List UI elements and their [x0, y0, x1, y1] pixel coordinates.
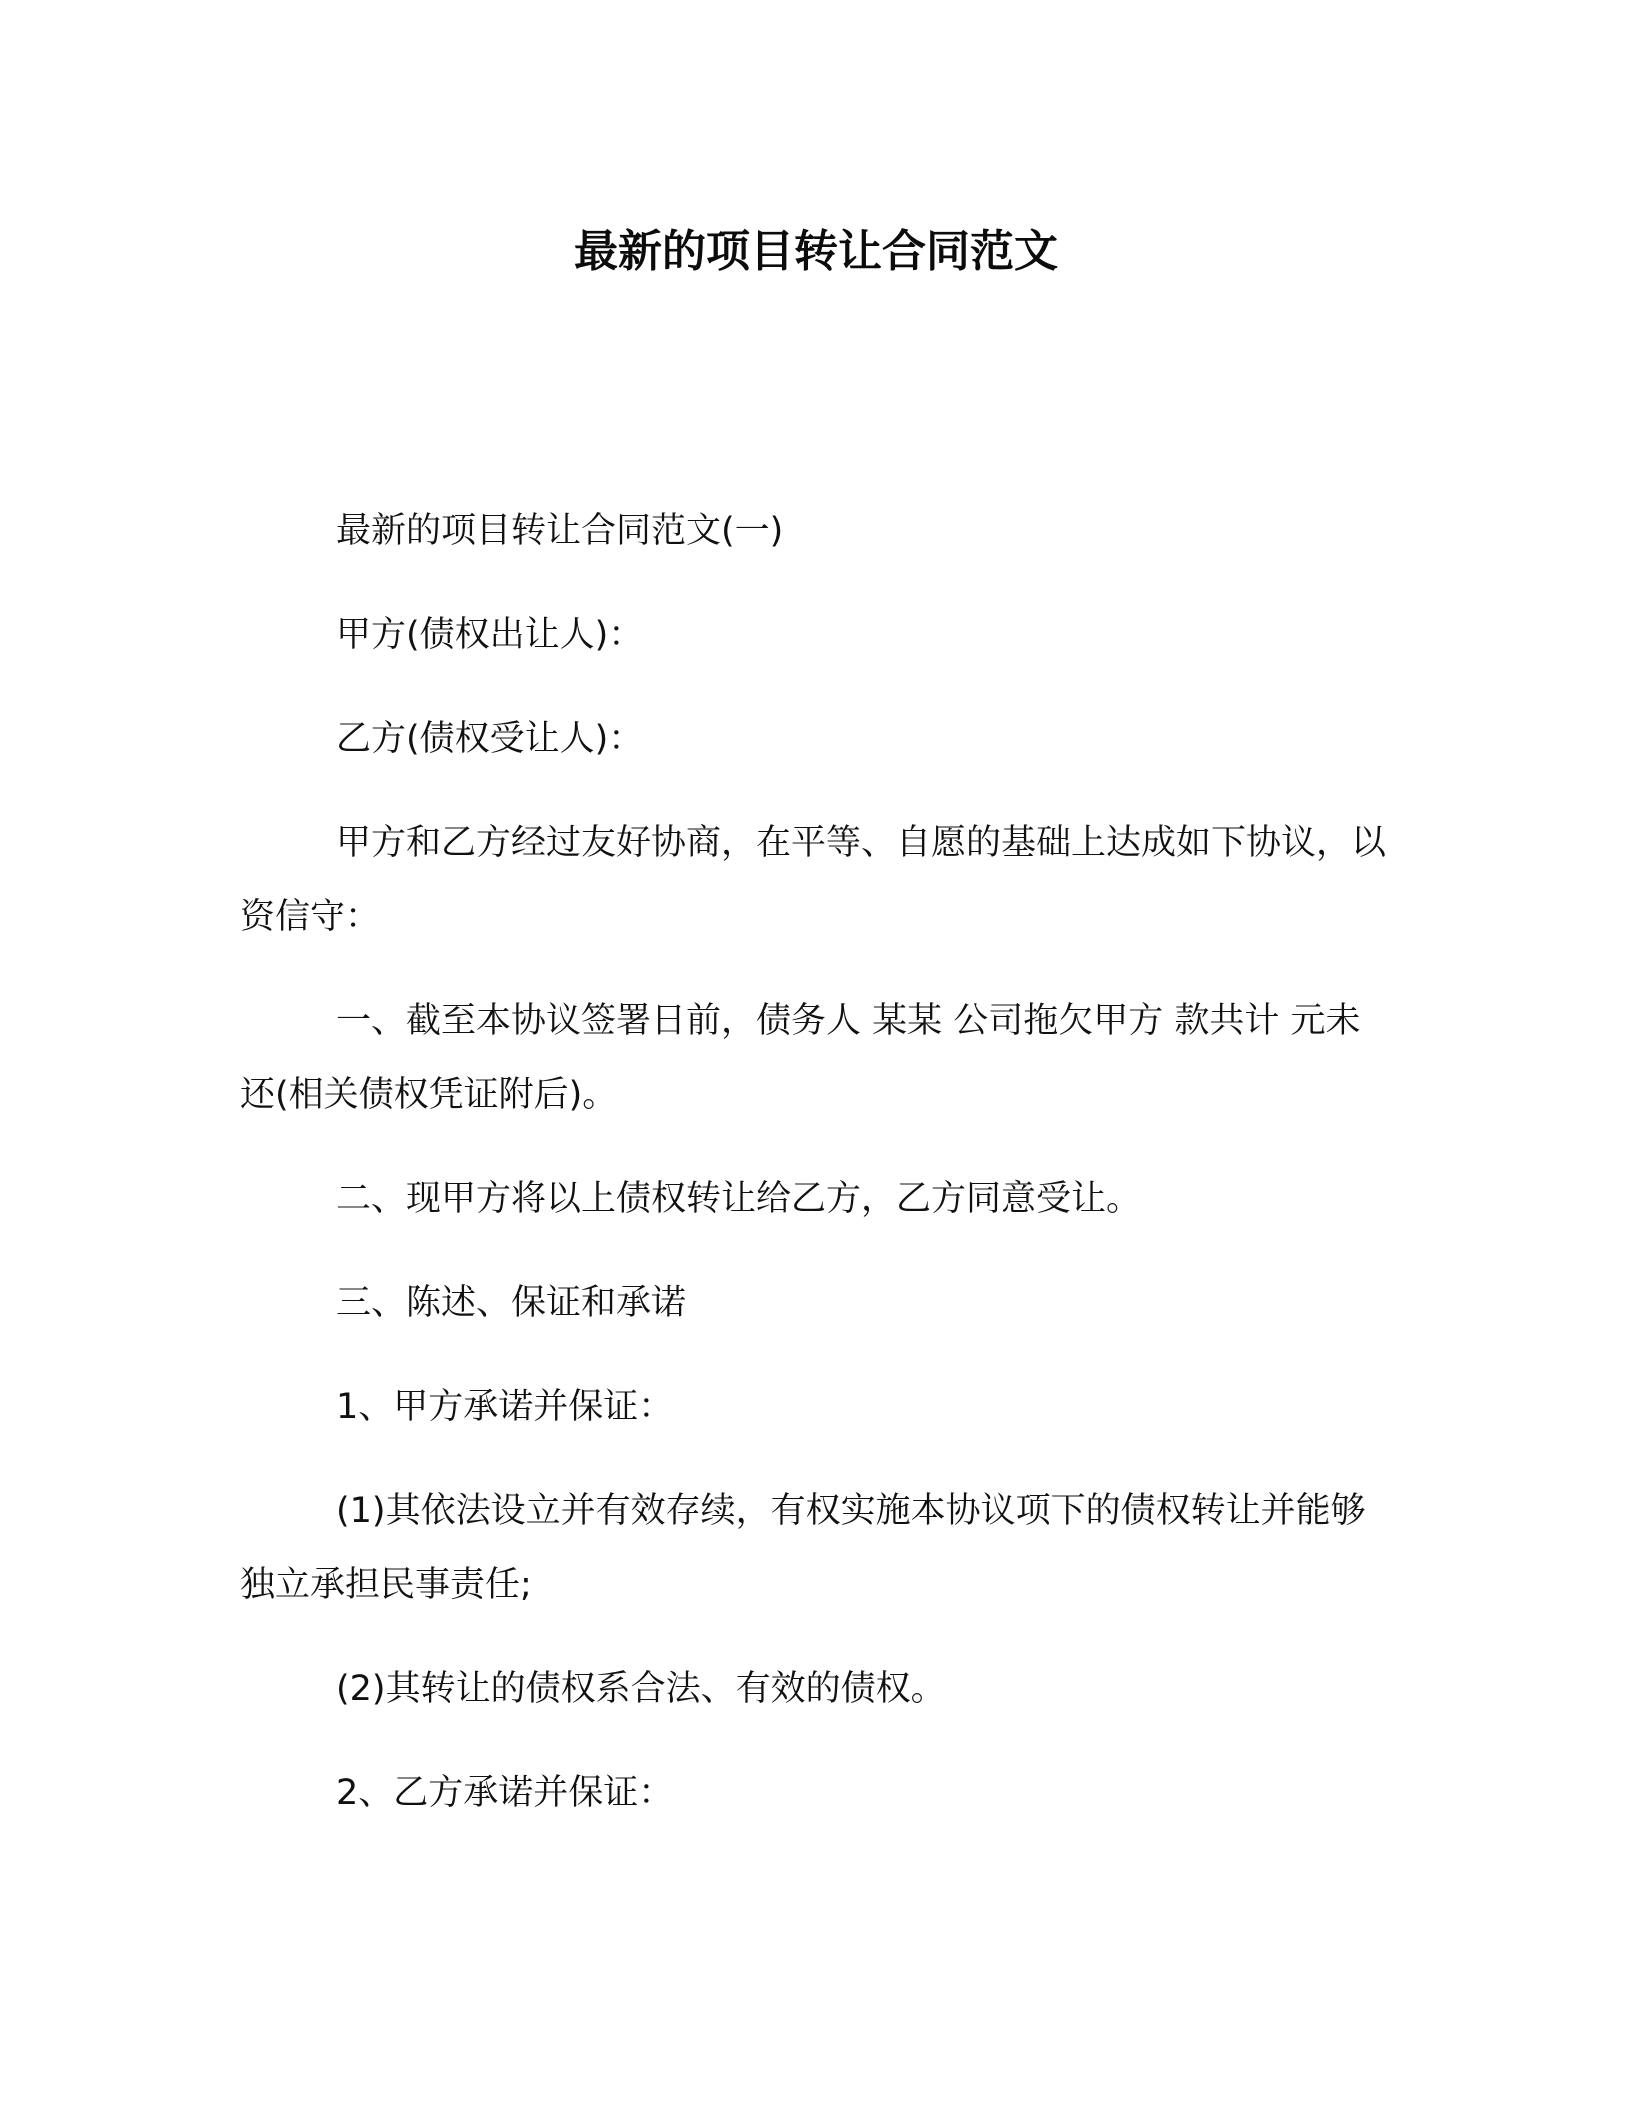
paragraph-party-a-item-1: (1)其依法设立并有效存续，有权实施本协议项下的债权转让并能够独立承担民事责任; — [240, 1491, 1366, 1605]
document-body — [240, 494, 1390, 1860]
paragraph-party-b-promise: 2、乙方承诺并保证： — [336, 1773, 674, 1813]
document-title: 最新的项目转让合同范文 — [574, 226, 1058, 277]
paragraph-agreement-intro: 甲方和乙方经过友好协商，在平等、自愿的基础上达成如下协议，以资信守： — [240, 823, 1387, 937]
paragraph-clause-3-heading: 三、陈述、保证和承诺 — [336, 1283, 687, 1323]
paragraph-party-b: 乙方(债权受让人)： — [336, 719, 644, 759]
paragraph-clause-2: 二、现甲方将以上债权转让给乙方，乙方同意受让。 — [336, 1179, 1142, 1219]
paragraph-subtitle: 最新的项目转让合同范文(一) — [336, 511, 784, 551]
paragraph-clause-1: 一、截至本协议签署日前，债务人 某某 公司拖欠甲方 款共计 元未还(相关债权凭证附后)。 — [240, 1001, 1361, 1115]
paragraph-party-a-item-2: (2)其转让的债权系合法、有效的债权。 — [336, 1669, 946, 1709]
paragraph-party-a: 甲方(债权出让人)： — [336, 615, 644, 655]
paragraph-party-a-promise: 1、甲方承诺并保证： — [336, 1387, 674, 1427]
